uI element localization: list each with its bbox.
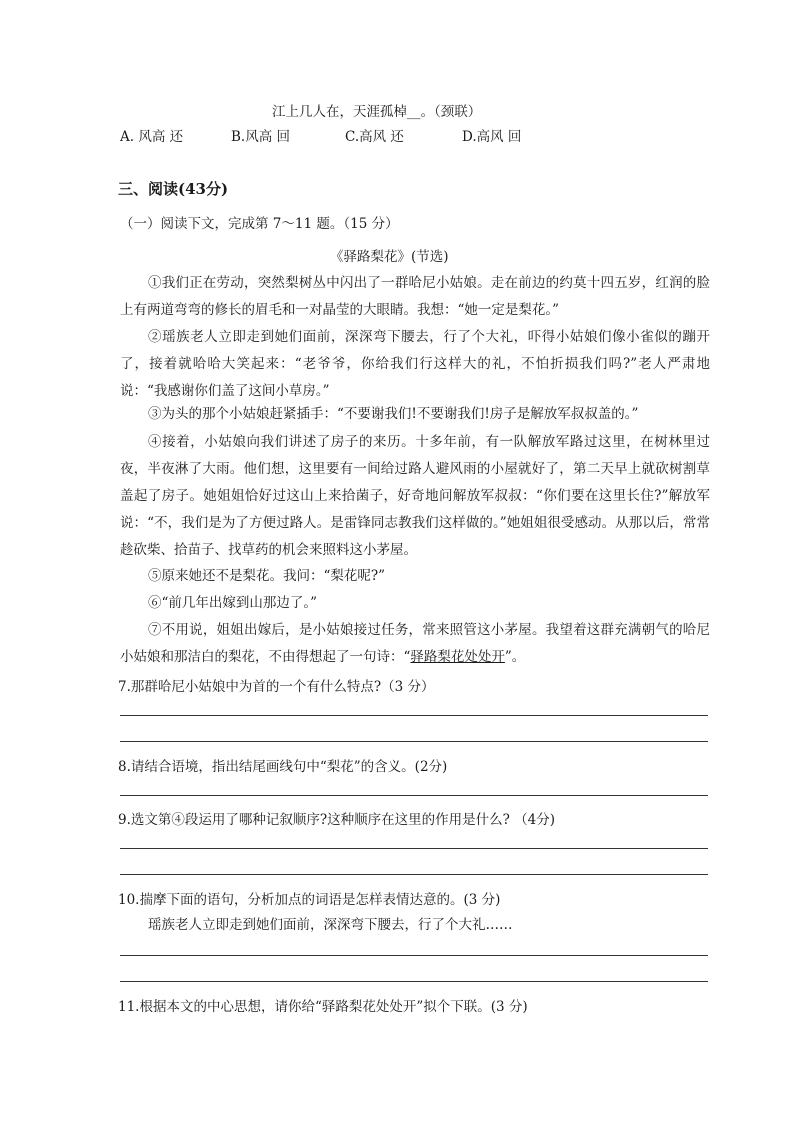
paragraph-7-end: ”。 [504, 649, 526, 665]
verse-line: 江上几人在，天涯孤棹__。（颈联） [272, 104, 482, 120]
answer-line [120, 955, 708, 956]
paragraph-7-text: ⑦不用说，姐姐出嫁后，是小姑娘接过任务，常来照管这小茅屋。我望着这群充满朝气的哈尼小姑娘和那洁白的梨花，不由得想起了一句诗：“ [120, 622, 710, 665]
option-b: B.风高 回 [231, 129, 291, 145]
answer-line [120, 981, 708, 982]
question-7: 7.那群哈尼小姑娘中为首的一个有什么特点?（3 分） [118, 679, 435, 695]
paragraph-5: ⑤原来她还不是梨花。我问：“梨花呢?” [148, 568, 386, 584]
underlined-verse: 驿路梨花处处开 [410, 649, 505, 665]
answer-line [120, 795, 708, 796]
question-11: 11.根据本文的中心思想，请你给“驿路梨花处处开”拟个下联。(3 分) [118, 999, 528, 1015]
answer-line [120, 848, 708, 849]
question-9: 9.选文第④段运用了哪种记叙顺序?这种顺序在这里的作用是什么? （4分) [118, 812, 556, 828]
question-8: 8.请结合语境，指出结尾画线句中“梨花”的含义。(2分) [118, 759, 448, 775]
option-d: D.高风 回 [462, 129, 522, 145]
question-10: 10.揣摩下面的语句，分析加点的词语是怎样表情达意的。(3 分) [118, 892, 501, 908]
paragraph-7 [120, 617, 710, 671]
article-title: 《驿路梨花》(节选) [330, 249, 449, 265]
paragraph-4: ④接着，小姑娘向我们讲述了房子的来历。十多年前，有一队解放军路过这里，在树林里过夜，半夜淋了大雨。他们想，这里要有一间给过路人避风雨的小屋就好了，第二天早上就砍树割草盖起了房子。她姐姐恰好过这山上来拾菌子，好奇地问解放军叔叔：“你们要在这里长住?”解放军说：“不，我们是为了方便过路人。是雷锋同志教我们这样做的。”她姐姐很受感动。从那以后，常常趁砍柴、拾苗子、找草药的机会来照料这小茅屋。 [120, 434, 710, 558]
paragraph-2: ②瑶族老人立即走到她们面前，深深弯下腰去，行了个大礼，吓得小姑娘们像小雀似的蹦开了，接着就哈哈大笑起来：“老爷爷，你给我们行这样大的礼，不怕折损我们吗?”老人严肃地说：“我感谢你们盖了这间小草房。” [120, 329, 710, 399]
paragraph-6: ⑥“前几年出嫁到山那边了。” [148, 595, 318, 611]
paragraph-1: ①我们正在劳动，突然梨树丛中闪出了一群哈尼小姑娘。走在前边的约莫十四五岁，红润的脸上有两道弯弯的修长的眉毛和一对晶莹的大眼睛。我想：“她一定是梨花。” [120, 275, 710, 318]
paragraph-3: ③为头的那个小姑娘赶紧插手：“不要谢我们!不要谢我们!房子是解放军叔叔盖的。” [148, 406, 639, 422]
answer-line [120, 715, 708, 716]
question-10-quote: 瑶族老人立即走到她们面前，深深弯下腰去，行了个大礼…… [148, 917, 513, 933]
option-c: C.高风 还 [345, 129, 404, 145]
part-instruction: （一）阅读下文，完成第 7～11 题。（15 分） [120, 216, 399, 232]
answer-line [120, 741, 708, 742]
answer-line [120, 874, 708, 875]
section-title: 三、阅读(43分) [118, 180, 229, 198]
option-a: A. 风高 还 [120, 129, 184, 145]
